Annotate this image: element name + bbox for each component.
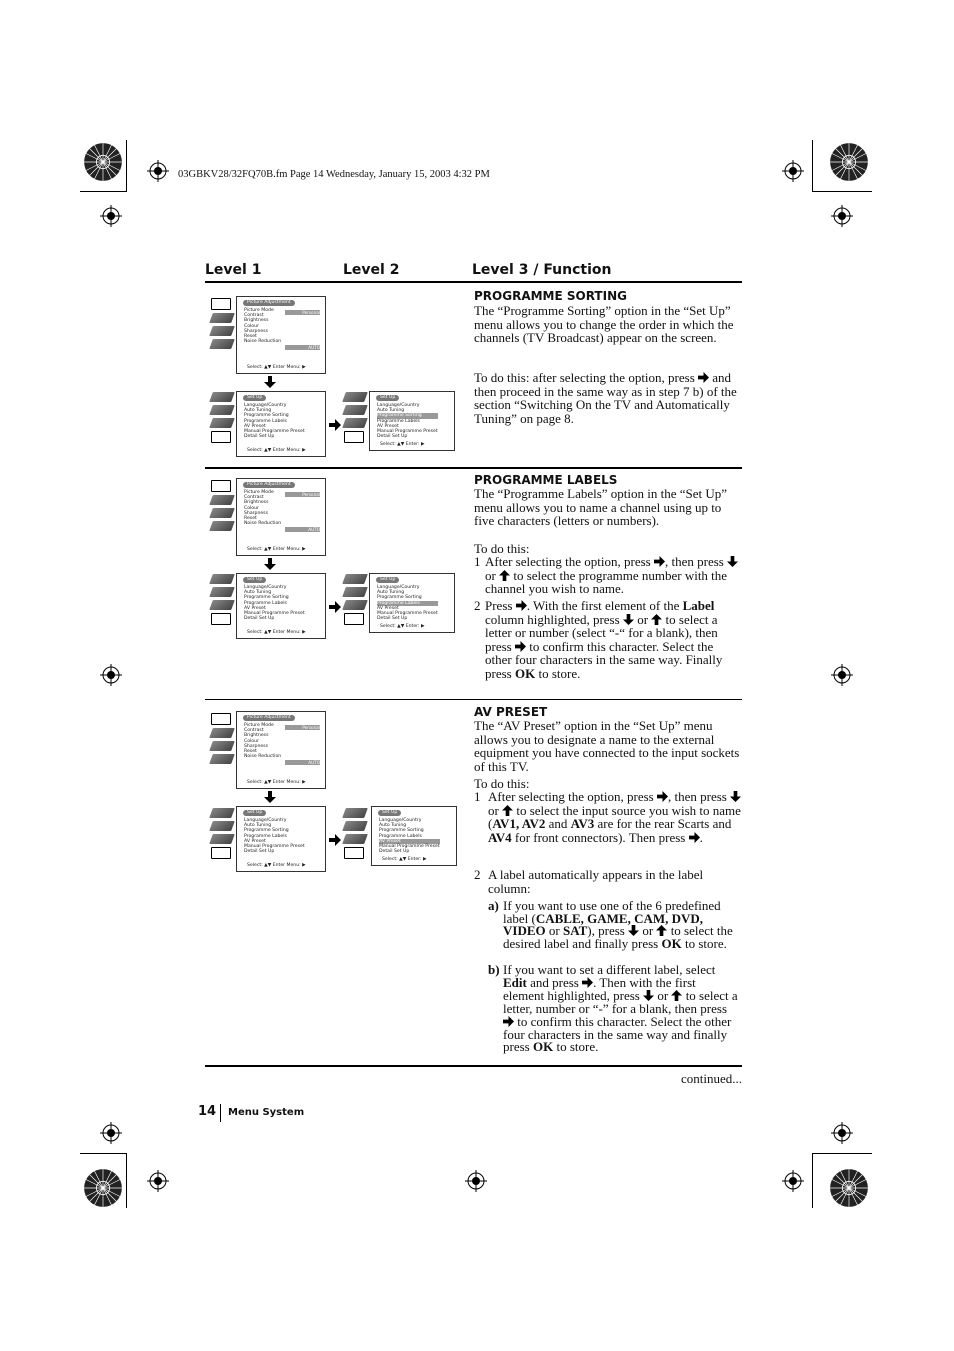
level3-header: Level 3 / Function (472, 262, 612, 278)
arrow-up-icon (502, 805, 513, 816)
section-divider (205, 467, 742, 469)
arrow-right-icon (582, 977, 593, 988)
page-number: 14 (198, 1104, 217, 1119)
starburst-icon (83, 142, 123, 182)
section-title-sorting: PROGRAMME SORTING (474, 289, 627, 303)
arrow-right-icon (657, 791, 668, 802)
registration-mark-icon (831, 205, 853, 227)
arrow-down-icon (264, 791, 276, 803)
level1-header: Level 1 (205, 262, 262, 278)
labels-todo: To do this: (474, 541, 530, 556)
arrow-up-icon (499, 570, 510, 581)
arrow-right-icon (503, 1016, 514, 1027)
starburst-icon (829, 142, 869, 182)
section-divider (205, 699, 742, 700)
av-option-b: b) If you want to set a different label, select Edit and press . Then with the first element highlighted, press or to select a letter, number or “-” for a blank, then press to confirm this character. Select the other four characters in the same way and finally press OK to store. (488, 962, 738, 1055)
arrow-right-icon (515, 641, 526, 652)
registration-mark-icon (147, 1170, 169, 1192)
av-option-a: a) If you want to use one of the 6 predefined label (CABLE, GAME, CAM, DVD, VIDEO or SAT), press or to select the desired label and finally press OK to store. (488, 898, 733, 951)
registration-mark-icon (782, 160, 804, 182)
starburst-icon (83, 1168, 123, 1208)
arrow-down-icon (628, 925, 639, 936)
footer-divider (220, 1104, 221, 1122)
registration-mark-icon (100, 1122, 122, 1144)
starburst-icon (829, 1168, 869, 1208)
sorting-instructions: To do this: after selecting the option, press and then proceed in the same way as in step 7 b) of the section “Switching On the TV and Automatically Tuning” on page 8. (474, 370, 737, 426)
registration-mark-icon (782, 1170, 804, 1192)
arrow-up-icon (671, 990, 682, 1001)
registration-mark-icon (831, 1122, 853, 1144)
arrow-right-icon (654, 556, 665, 567)
arrow-up-icon (651, 614, 662, 625)
arrow-right-icon (698, 372, 709, 383)
av-todo: To do this: (474, 776, 530, 791)
arrow-right-icon (329, 419, 341, 431)
menu-title: Picture Adjustment (243, 300, 295, 306)
arrow-right-icon (329, 834, 341, 846)
arrow-right-icon (689, 832, 700, 843)
arrow-right-icon (516, 600, 527, 611)
labels-desc: The “Programme Labels” option in the “Set Up” menu allows you to name a channel using up to five characters (letters or numbers). (474, 486, 728, 529)
registration-mark-icon (100, 205, 122, 227)
av-step1: 1 After selecting the option, press , then press or to select the input source you wish to name (AV1, AV2 and AV3 are for the rear Scarts and AV4 for front connectors). Then press . (474, 789, 741, 845)
footer-section-label: Menu System (228, 1107, 305, 1118)
registration-mark-icon (100, 664, 122, 686)
arrow-right-icon (329, 601, 341, 613)
level2-header: Level 2 (343, 262, 400, 278)
av-step2: 2 A label automatically appears in the label column: (474, 867, 704, 896)
arrow-down-icon (730, 791, 741, 802)
registration-mark-icon (465, 1170, 487, 1192)
av-desc: The “AV Preset” option in the “Set Up” menu allows you to designate a name to the external equipment you have connected to the input sockets of this TV. (474, 718, 740, 774)
labels-step1: 1 After selecting the option, press , then press or to select the programme number with the channel you wish to name. (474, 555, 740, 596)
arrow-down-icon (264, 376, 276, 388)
arrow-down-icon (727, 556, 738, 567)
section-title-labels: PROGRAMME LABELS (474, 473, 618, 487)
bottom-rule (205, 1065, 742, 1067)
arrow-down-icon (264, 558, 276, 570)
labels-step2: 2 Press . With the first element of the Label column highlighted, press or to select a letter or number (select “-“ for a blank), then press to confirm this character. Select the other four characters in the same way. Finally press OK to store. (474, 598, 723, 681)
header-rule (205, 281, 742, 283)
file-info-line: 03GBKV28/32FQ70B.fm Page 14 Wednesday, January 15, 2003 4:32 PM (178, 169, 490, 180)
arrow-down-icon (623, 614, 634, 625)
arrow-up-icon (656, 925, 667, 936)
arrow-down-icon (643, 990, 654, 1001)
sorting-desc: The “Programme Sorting” option in the “Set Up” menu allows you to change the order in which the channels (TV Broadcast) appear on the screen. (474, 303, 734, 346)
menu-items: Picture Mode Contrast Brightness Colour Sharpness Reset Noise Reduction (244, 308, 282, 345)
registration-mark-icon (831, 664, 853, 686)
section-title-av-preset: AV PRESET (474, 705, 548, 719)
continued-text: continued... (681, 1071, 743, 1086)
registration-mark-icon (147, 160, 169, 182)
